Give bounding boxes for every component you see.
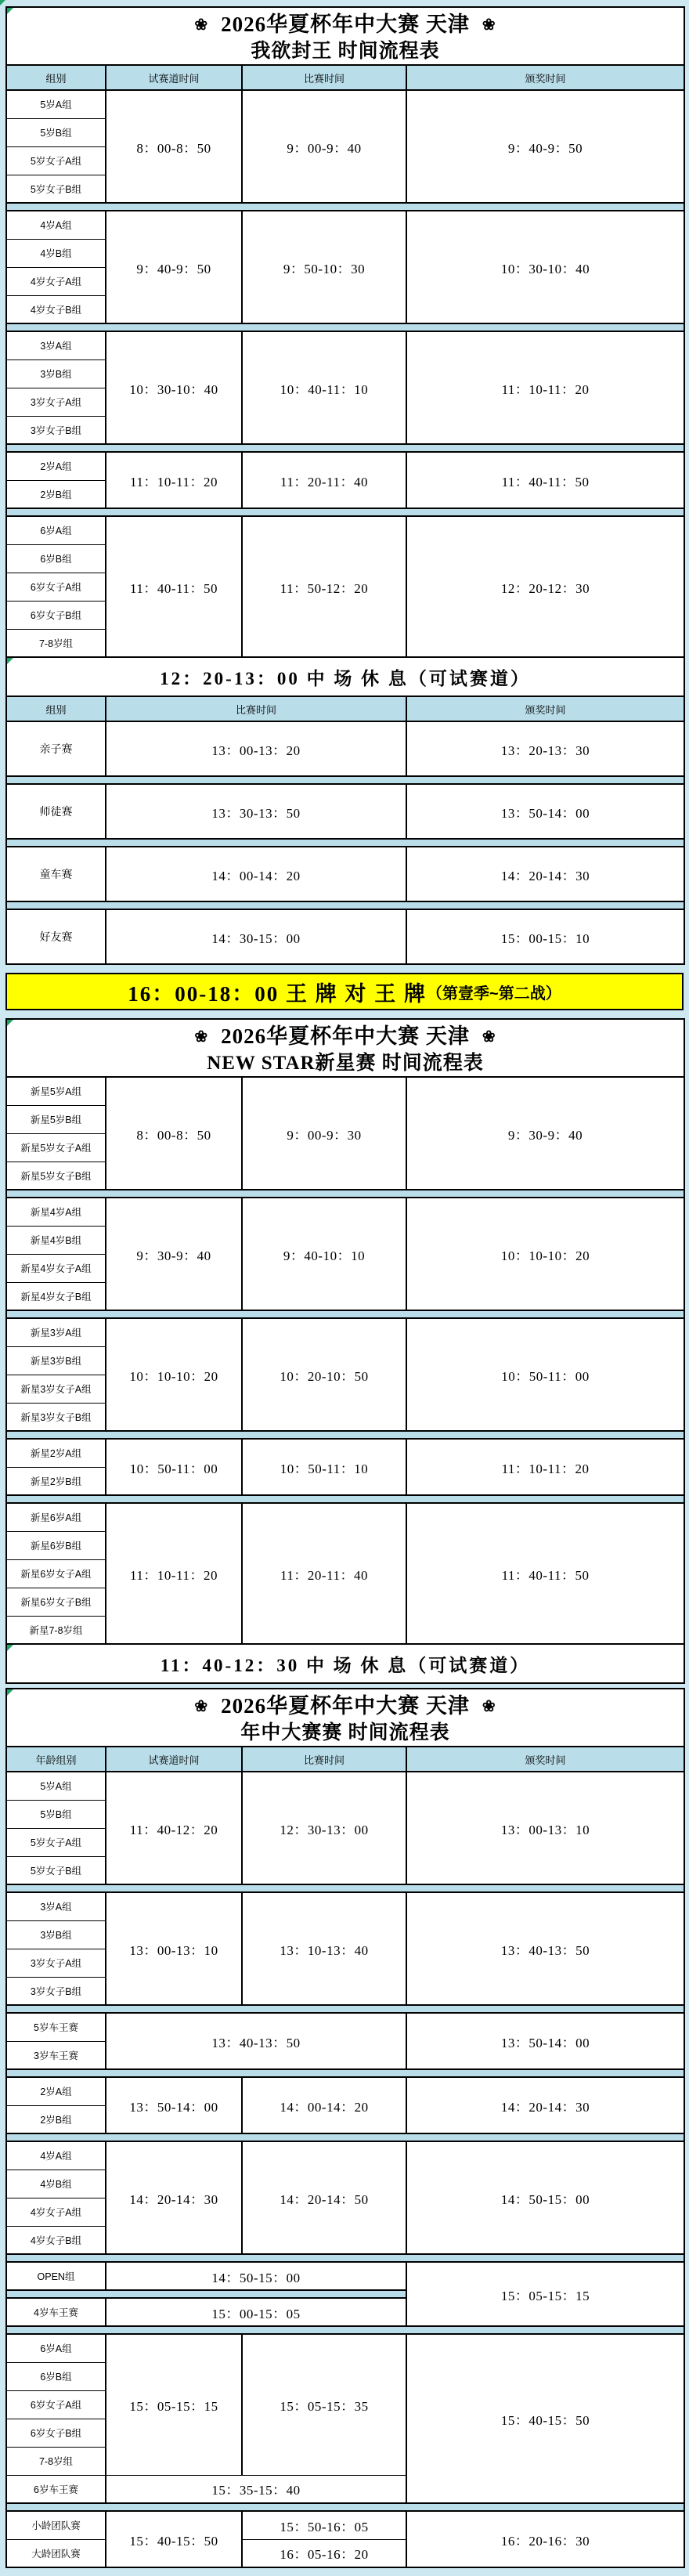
race-time-cell: 15：05-15：35 <box>242 2334 406 2475</box>
midday-break-row <box>6 657 684 696</box>
award-time-cell: 10：10-10：20 <box>406 1198 684 1310</box>
group-separator <box>6 444 684 452</box>
excel-corner-marker <box>7 1689 13 1696</box>
award-time-cell: 14：50-15：00 <box>406 2141 684 2254</box>
group-label: 新星6岁A组 <box>6 1503 106 1531</box>
group-label: 新星4岁A组 <box>6 1198 106 1226</box>
category-label: 师徒赛 <box>6 784 106 839</box>
group-label: 6岁女子A组 <box>6 573 106 601</box>
florette-icon: ❀ <box>194 1697 209 1715</box>
race-time-cell: 9：40-10：10 <box>242 1198 406 1310</box>
trial-time-cell: 8：00-8：50 <box>106 90 242 203</box>
header-group: 组别 <box>6 696 106 721</box>
group-label: 5岁A组 <box>6 1772 106 1800</box>
race-time-cell: 14：50-15：00 <box>106 2262 406 2290</box>
group-label: 3岁女子A组 <box>6 388 106 416</box>
trial-time-cell: 8：00-8：50 <box>106 1077 242 1190</box>
table2-title-line2: NEW STAR新星赛 时间流程表 <box>207 1052 484 1074</box>
trial-time-cell: 15：05-15：15 <box>106 2334 242 2475</box>
title-text: 2026华夏杯年中大赛 天津 <box>221 12 470 36</box>
group-label: 新星4岁女子B组 <box>6 1282 106 1310</box>
table1-afternoon-header-row <box>6 696 684 721</box>
group-label: 7-8岁组 <box>6 629 106 657</box>
spacer <box>5 965 684 969</box>
trial-time-cell: 14：20-14：30 <box>106 2141 242 2254</box>
group-label: 4岁女子A组 <box>6 2198 106 2226</box>
table1-title <box>6 7 684 65</box>
group-label: 7-8岁组 <box>6 2447 106 2475</box>
race-time-cell: 16：05-16：20 <box>242 2539 406 2567</box>
race-time-cell: 9：50-10：30 <box>242 211 406 323</box>
trial-time-cell: 11：40-11：50 <box>106 516 242 657</box>
group-separator <box>6 1431 684 1439</box>
award-time-cell: 14：20-14：30 <box>406 2077 684 2133</box>
group-label: 新星2岁B组 <box>6 1467 106 1495</box>
award-time-cell: 13：50-14：00 <box>406 2013 684 2069</box>
group-label: 5岁女子A组 <box>6 1828 106 1856</box>
group-label: 6岁女子B组 <box>6 601 106 629</box>
group-label: 3岁A组 <box>6 1892 106 1920</box>
award-time-cell: 13：40-13：50 <box>406 1892 684 2005</box>
excel-corner-marker <box>7 1645 13 1651</box>
category-label: 好友赛 <box>6 909 106 964</box>
race-time-cell: 10：40-11：10 <box>242 331 406 444</box>
group-label: 6岁B组 <box>6 2362 106 2390</box>
trial-time-cell: 11：40-12：20 <box>106 1772 242 1884</box>
award-time-cell: 11：40-11：50 <box>406 1503 684 1644</box>
excel-corner-marker <box>7 8 13 14</box>
group-label: 5岁女子B组 <box>6 175 106 203</box>
group-label: 大龄团队赛 <box>6 2539 106 2567</box>
group-label: 4岁A组 <box>6 2141 106 2170</box>
award-time-cell: 16：20-16：30 <box>406 2511 684 2567</box>
group-label: 3岁女子B组 <box>6 1977 106 2005</box>
trial-time-cell: 13：00-13：10 <box>106 1892 242 2005</box>
header-trial-time: 试赛道时间 <box>106 65 242 90</box>
award-time-cell: 12：20-12：30 <box>406 516 684 657</box>
group-label: 6岁A组 <box>6 2334 106 2362</box>
group-label: 2岁A组 <box>6 452 106 480</box>
award-time-cell: 15：40-15：50 <box>406 2334 684 2503</box>
group-separator-partial <box>6 2290 406 2298</box>
table3-header-row <box>6 1747 684 1772</box>
race-time-cell: 14：00-14：20 <box>242 2077 406 2133</box>
race-time-cell: 10：50-11：10 <box>242 1439 406 1495</box>
group-separator <box>6 776 684 784</box>
header-trial-time: 试赛道时间 <box>106 1747 242 1772</box>
group-label: 3岁车王赛 <box>6 2041 106 2069</box>
break-text: 12：20-13：00 中 场 休 息（可试赛道） <box>160 668 531 688</box>
award-time-cell: 11：10-11：20 <box>406 1439 684 1495</box>
midday-break-row <box>6 1644 684 1683</box>
group-label: 2岁A组 <box>6 2077 106 2105</box>
excel-corner-marker <box>0 0 5 5</box>
group-label: 4岁B组 <box>6 239 106 267</box>
group-separator <box>6 2503 684 2511</box>
group-label: 新星5岁B组 <box>6 1105 106 1133</box>
race-time-cell: 11：20-11：40 <box>242 452 406 508</box>
trial-time-cell: 10：50-11：00 <box>106 1439 242 1495</box>
trial-time-cell: 11：10-11：20 <box>106 1503 242 1644</box>
group-label: 5岁B组 <box>6 1800 106 1828</box>
group-label: 2岁B组 <box>6 480 106 508</box>
table-mid-year-final <box>5 1688 685 2568</box>
trial-time-cell: 10：10-10：20 <box>106 1318 242 1431</box>
group-label: 4岁女子B组 <box>6 2226 106 2254</box>
table3-title-line1 <box>7 1691 684 1722</box>
race-time-cell: 14：30-15：00 <box>106 909 406 964</box>
table1-header-row <box>6 65 684 90</box>
trial-time-cell: 9：40-9：50 <box>106 211 242 323</box>
table3-title <box>6 1689 684 1747</box>
award-time-cell: 11：40-11：50 <box>406 452 684 508</box>
group-separator <box>6 323 684 331</box>
group-separator <box>6 2326 684 2334</box>
trump-card-banner <box>5 973 684 1010</box>
group-label: 新星5岁女子B组 <box>6 1162 106 1190</box>
table3-title-line2: 年中大赛赛 时间流程表 <box>240 1722 450 1743</box>
award-time-cell: 15：00-15：10 <box>406 909 684 964</box>
group-label: 4岁女子B组 <box>6 295 106 323</box>
header-race-time: 比赛时间 <box>106 696 406 721</box>
group-label: 4岁A组 <box>6 211 106 239</box>
florette-icon: ❀ <box>194 1028 209 1046</box>
header-award-time: 颁奖时间 <box>406 696 684 721</box>
group-label: 新星6岁女子A组 <box>6 1559 106 1588</box>
group-label: 新星6岁B组 <box>6 1531 106 1559</box>
race-time-cell: 11：50-12：20 <box>242 516 406 657</box>
race-time-cell: 9：00-9：40 <box>242 90 406 203</box>
group-separator <box>6 2069 684 2077</box>
florette-icon: ❀ <box>194 16 209 34</box>
award-time-cell: 13：00-13：10 <box>406 1772 684 1884</box>
excel-corner-marker <box>7 658 13 664</box>
group-label: 4岁B组 <box>6 2170 106 2198</box>
group-label: 6岁女子B组 <box>6 2419 106 2447</box>
group-label: 5岁女子B组 <box>6 1856 106 1884</box>
group-label: 2岁B组 <box>6 2105 106 2133</box>
group-separator <box>6 2005 684 2013</box>
trial-time-cell: 11：10-11：20 <box>106 452 242 508</box>
group-label: 新星4岁女子A组 <box>6 1254 106 1282</box>
award-time-cell: 11：10-11：20 <box>406 331 684 444</box>
group-separator <box>6 2133 684 2141</box>
race-time-cell: 13：00-13：20 <box>106 721 406 776</box>
header-race-time: 比赛时间 <box>242 65 406 90</box>
group-label: 新星3岁女子A组 <box>6 1375 106 1403</box>
trial-time-cell: 10：30-10：40 <box>106 331 242 444</box>
group-label: 新星5岁女子A组 <box>6 1133 106 1162</box>
race-time-cell: 15：00-15：05 <box>106 2298 406 2326</box>
group-label: 新星7-8岁组 <box>6 1616 106 1644</box>
header-age-group: 年龄组别 <box>6 1747 106 1772</box>
banner-main-text: 16：00-18：00 王 牌 对 王 牌 <box>128 981 427 1006</box>
group-label: 3岁B组 <box>6 1920 106 1949</box>
group-label: 4岁女子A组 <box>6 267 106 295</box>
category-label: 童车赛 <box>6 847 106 901</box>
group-separator <box>6 901 684 909</box>
group-separator <box>6 1495 684 1503</box>
category-label: 亲子赛 <box>6 721 106 776</box>
award-time-cell: 15：05-15：15 <box>406 2262 684 2326</box>
group-label: 3岁A组 <box>6 331 106 359</box>
race-time-cell: 13：30-13：50 <box>106 784 406 839</box>
table1-title-line1 <box>7 9 684 40</box>
group-label: 小龄团队赛 <box>6 2511 106 2539</box>
header-race-time: 比赛时间 <box>242 1747 406 1772</box>
group-label: 5岁车王赛 <box>6 2013 106 2041</box>
table2-title <box>6 1019 684 1077</box>
race-time-cell: 10：20-10：50 <box>242 1318 406 1431</box>
group-label: 新星5岁A组 <box>6 1077 106 1105</box>
race-time-cell: 11：20-11：40 <box>242 1503 406 1644</box>
florette-icon: ❀ <box>482 16 496 34</box>
award-time-cell: 14：20-14：30 <box>406 847 684 901</box>
trial-time-cell: 15：40-15：50 <box>106 2511 242 2567</box>
award-time-cell: 10：30-10：40 <box>406 211 684 323</box>
group-label: 新星2岁A组 <box>6 1439 106 1467</box>
award-time-cell: 9：30-9：40 <box>406 1077 684 1190</box>
race-time-cell: 14：20-14：50 <box>242 2141 406 2254</box>
group-label: 5岁女子A组 <box>6 146 106 175</box>
group-label: 新星3岁B组 <box>6 1346 106 1375</box>
florette-icon: ❀ <box>482 1697 496 1715</box>
group-label: 新星3岁女子B组 <box>6 1403 106 1431</box>
group-label: 新星3岁A组 <box>6 1318 106 1346</box>
award-time-cell: 9：40-9：50 <box>406 90 684 203</box>
group-separator <box>6 203 684 211</box>
table-new-star <box>5 1018 685 1684</box>
race-time-cell: 14：00-14：20 <box>106 847 406 901</box>
table-wo-yu-feng-wang <box>5 6 685 965</box>
excel-corner-marker <box>7 1020 13 1026</box>
race-time-cell: 15：35-15：40 <box>106 2475 406 2503</box>
group-separator <box>6 508 684 516</box>
group-label: 新星6岁女子B组 <box>6 1588 106 1616</box>
table1-title-line2: 我欲封王 时间流程表 <box>251 40 440 62</box>
award-time-cell: 10：50-11：00 <box>406 1318 684 1431</box>
race-time-cell: 13：10-13：40 <box>242 1892 406 2005</box>
group-label: 5岁B组 <box>6 118 106 146</box>
group-separator <box>6 839 684 847</box>
group-label: 3岁女子A组 <box>6 1949 106 1977</box>
trial-time-cell: 13：50-14：00 <box>106 2077 242 2133</box>
group-label: 6岁女子A组 <box>6 2390 106 2419</box>
header-award-time: 颁奖时间 <box>406 65 684 90</box>
group-separator <box>6 1190 684 1198</box>
group-separator <box>6 1884 684 1892</box>
race-time-cell: 9：00-9：30 <box>242 1077 406 1190</box>
header-group: 组别 <box>6 65 106 90</box>
table2-title-line1 <box>7 1021 684 1052</box>
banner-sub-text: （第壹季~第二战） <box>427 985 561 1003</box>
break-text: 11：40-12：30 中 场 休 息（可试赛道） <box>160 1655 531 1675</box>
group-label: 6岁B组 <box>6 544 106 573</box>
group-separator <box>6 1310 684 1318</box>
group-label: 3岁女子B组 <box>6 416 106 444</box>
group-label: 3岁B组 <box>6 359 106 388</box>
title-text: 2026华夏杯年中大赛 天津 <box>221 1693 470 1718</box>
award-time-cell: 13：50-14：00 <box>406 784 684 839</box>
group-label: 6岁车王赛 <box>6 2475 106 2503</box>
group-label: OPEN组 <box>6 2262 106 2290</box>
group-label: 新星4岁B组 <box>6 1226 106 1254</box>
group-separator <box>6 2254 684 2262</box>
race-time-cell: 12：30-13：00 <box>242 1772 406 1884</box>
florette-icon: ❀ <box>482 1028 496 1046</box>
award-time-cell: 13：20-13：30 <box>406 721 684 776</box>
trial-time-cell: 9：30-9：40 <box>106 1198 242 1310</box>
group-label: 5岁A组 <box>6 90 106 118</box>
title-text: 2026华夏杯年中大赛 天津 <box>221 1024 470 1048</box>
race-time-cell: 13：40-13：50 <box>106 2013 406 2069</box>
group-label: 4岁车王赛 <box>6 2298 106 2326</box>
header-award-time: 颁奖时间 <box>406 1747 684 1772</box>
race-time-cell: 15：50-16：05 <box>242 2511 406 2539</box>
group-label: 6岁A组 <box>6 516 106 544</box>
